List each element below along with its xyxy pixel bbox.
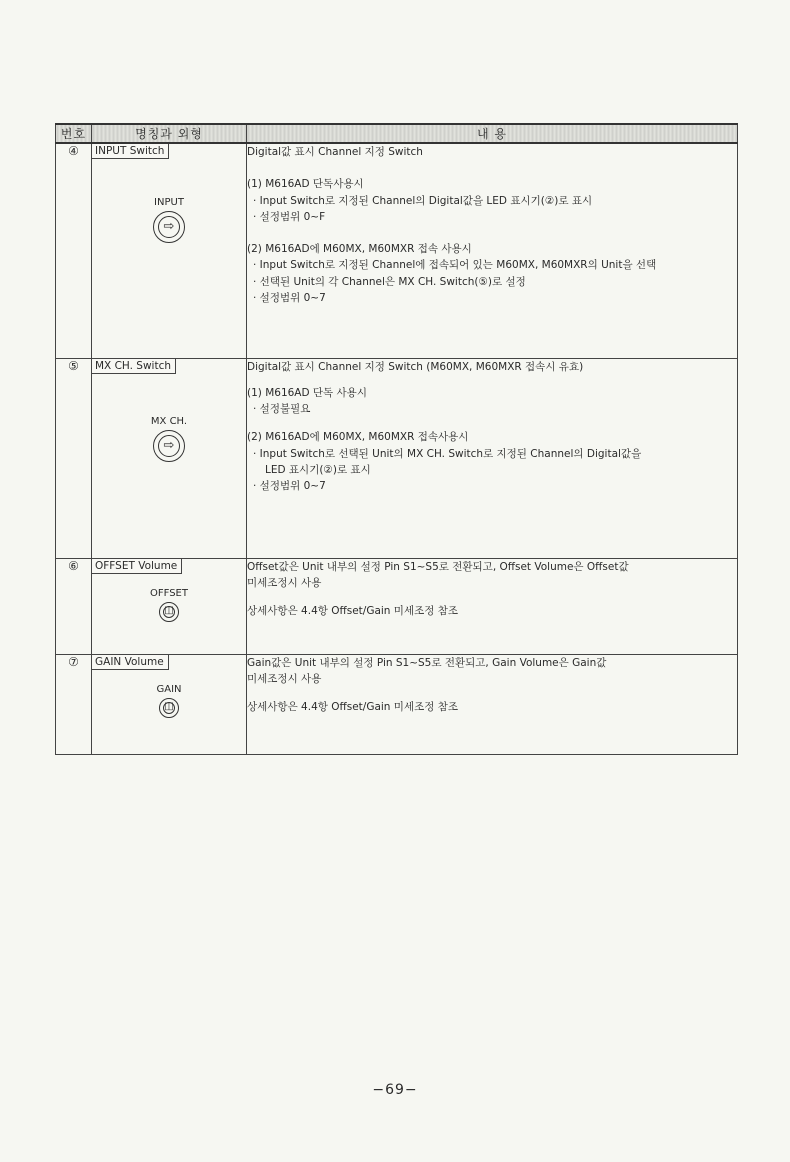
desc-line: Offset값은 Unit 내부의 설정 Pin S1~S5로 전환되고, Offset Volume은 Offset값 [247,560,629,573]
row-name-cell [92,143,247,358]
row-name-cell [92,558,247,654]
desc-line: · 설정범위 0~7 [253,291,326,304]
desc-line: Digital값 표시 Channel 지정 Switch [247,146,423,158]
component-name: OFFSET Volume [92,559,182,574]
arrow-in-circle-icon: ⇨ [153,211,185,243]
row-name-cell [92,654,247,754]
row-description [247,358,738,558]
row-description [247,143,738,358]
table-header-row [56,124,738,143]
figure-label: INPUT [154,197,184,208]
figure-label: MX CH. [150,415,188,427]
component-figure [92,684,246,721]
desc-line: · 선택된 Unit의 각 Channel은 MX CH. Switch(⑤)로 설정 [253,275,526,288]
row-number: ⑤ [56,358,92,558]
row-description [247,558,738,654]
component-name: INPUT Switch [92,144,169,159]
table-row [56,358,738,558]
desc-line: LED 표시기(②)로 표시 [265,463,371,476]
desc-line: Digital값 표시 Channel 지정 Switch (M60MX, M60MXR 접속시 유효) [247,360,584,373]
volume-knob-icon: ◫ [159,602,179,622]
desc-line: 미세조정시 사용 [247,672,322,685]
table-row [56,143,738,358]
page-number: −69− [372,1082,418,1098]
desc-line: · Input Switch로 선택된 Unit의 MX CH. Switch로 지정된 Channel의 Digital값을 [253,447,642,460]
desc-line: (1) M616AD 단독 사용시 [247,386,367,399]
desc-line: · Input Switch로 지정된 Channel의 Digital값을 LED 표시기(②)로 표시 [253,194,593,207]
desc-line: (2) M616AD에 M60MX, M60MXR 접속 사용시 [247,243,472,256]
spec-table [55,123,738,755]
desc-line: (2) M616AD에 M60MX, M60MXR 접속사용시 [247,431,469,444]
desc-line: 상세사항은 4.4항 Offset/Gain 미세조정 참조 [247,701,458,714]
component-figure [92,416,246,465]
desc-line: · Input Switch로 지정된 Channel에 접속되어 있는 M60MX, M60MXR의 Unit을 선택 [253,259,657,272]
row-description [247,654,738,754]
desc-line: 상세사항은 4.4항 Offset/Gain 미세조정 참조 [247,605,458,618]
volume-knob-icon: ◫ [159,698,179,718]
row-number: ④ [56,143,92,358]
row-number: ⑦ [56,654,92,754]
component-figure [92,588,246,625]
figure-label: OFFSET [150,587,188,599]
desc-line: (1) M616AD 단독사용시 [247,178,364,191]
component-name: MX CH. Switch [92,359,176,374]
component-name: GAIN Volume [92,655,169,670]
header-number: 번호 [56,124,92,143]
row-number: ⑥ [56,558,92,654]
table-row [56,654,738,754]
arrow-in-circle-icon: ⇨ [153,430,185,462]
row-name-cell [92,358,247,558]
desc-line: · 설정범위 0~F [253,210,326,223]
desc-line: · 설정불필요 [253,403,311,416]
desc-line: Gain값은 Unit 내부의 설정 Pin S1~S5로 전환되고, Gain Volume은 Gain값 [247,656,607,669]
table-row [56,558,738,654]
component-figure [92,197,246,246]
figure-label: GAIN [156,683,182,695]
desc-line: 미세조정시 사용 [247,576,322,589]
header-name-and-shape: 명칭과 외형 [92,124,247,143]
desc-line: · 설정범위 0~7 [253,480,326,493]
header-content: 내 용 [247,124,738,143]
